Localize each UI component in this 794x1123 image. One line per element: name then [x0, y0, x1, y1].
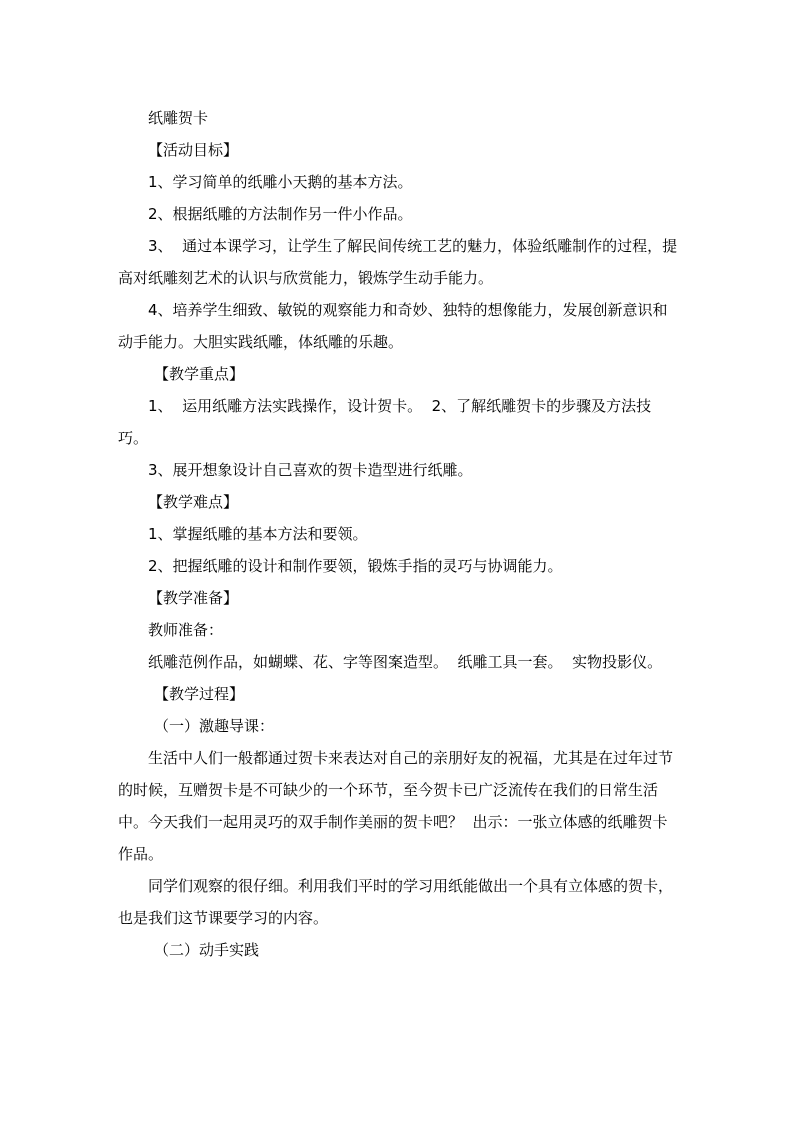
document-page	[118, 102, 678, 966]
preparation-heading: 【教学准备】	[148, 589, 239, 607]
goals-heading: 【活动目标】	[148, 141, 239, 159]
key-point-item: 3、展开想象设计自己喜欢的贺卡造型进行纸雕。	[148, 461, 473, 479]
document-title: 纸雕贺卡	[148, 109, 209, 127]
goal-item: 2、根据纸雕的方法制作另一件小作品。	[148, 205, 413, 223]
difficulty-item: 1、掌握纸雕的基本方法和要领。	[148, 525, 368, 543]
difficulty-item: 2、把握纸雕的设计和制作要领，锻炼手指的灵巧与协调能力。	[148, 557, 563, 575]
goal-item: 3、 通过本课学习，让学生了解民间传统工艺的魅力，体验纸雕制作的过程，提高对纸雕刻艺术的认识与欣赏能力，锻炼学生动手能力。	[118, 237, 678, 287]
prep-items: 纸雕范例作品，如蝴蝶、花、字等图案造型。 纸雕工具一套。 实物投影仪。	[148, 653, 663, 671]
key-points-heading: 【教学重点】	[154, 365, 245, 383]
step1-paragraph: 生活中人们一般都通过贺卡来表达对自己的亲朋好友的祝福，尤其是在过年过节的时候，互赠贺卡是不可缺少的一个环节，至今贺卡已广泛流传在我们的日常生活中。今天我们一起用灵巧的双手制作美丽的贺卡吧？ 出示：一张立体感的纸雕贺卡作品。	[118, 749, 674, 863]
goal-item: 4、培养学生细致、敏锐的观察能力和奇妙、独特的想像能力，发展创新意识和动手能力。大胆实践纸雕，体纸雕的乐趣。	[118, 301, 668, 351]
key-point-item: 1、 运用纸雕方法实践操作，设计贺卡。 2、了解纸雕贺卡的步骤及方法技巧。	[118, 397, 652, 447]
difficulty-heading: 【教学难点】	[148, 493, 239, 511]
step1-paragraph: 同学们观察的很仔细。利用我们平时的学习用纸能做出一个具有立体感的贺卡，也是我们这节课要学习的内容。	[118, 877, 674, 927]
goal-item: 1、学习简单的纸雕小天鹅的基本方法。	[148, 173, 413, 191]
step2-heading: （二）动手实践	[154, 941, 260, 959]
process-heading: 【教学过程】	[154, 685, 245, 703]
step1-heading: （一）激趣导课：	[154, 717, 275, 735]
teacher-prep-label: 教师准备：	[148, 621, 224, 639]
